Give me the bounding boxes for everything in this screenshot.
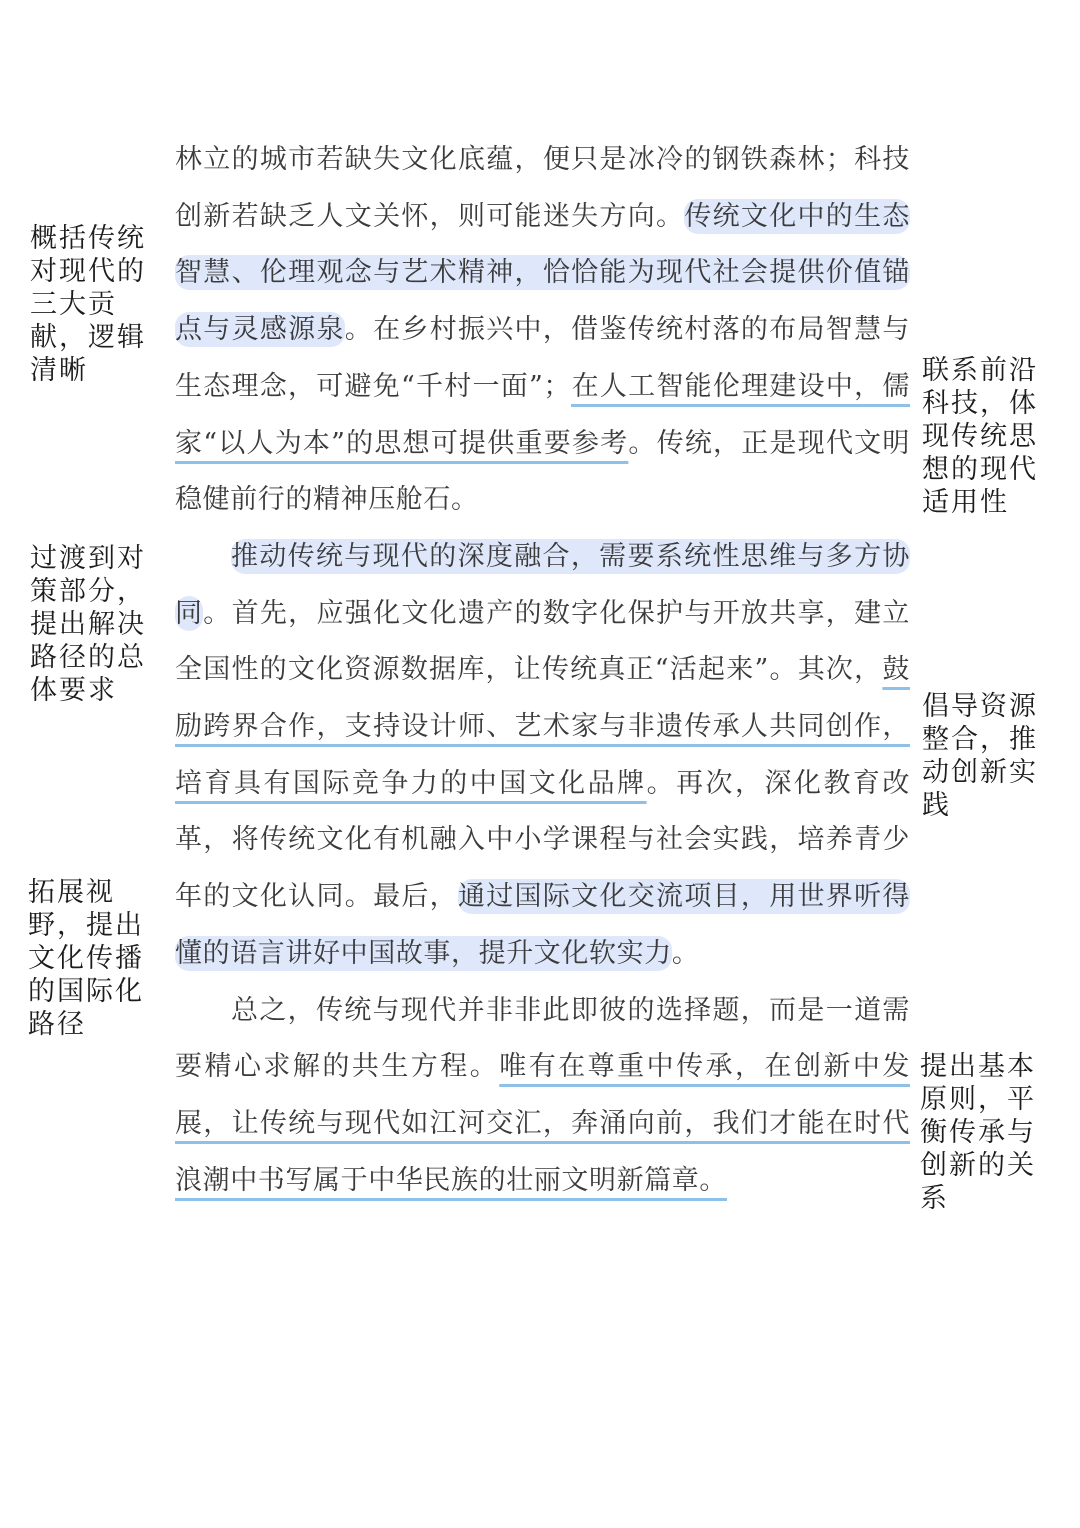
sentence: 。首先，应强化文化遗产的数字化保护与开放共享，建立全国性的文化资源数据库，让传统真正“活起来”。其次， xyxy=(175,597,910,686)
sentence: 。 xyxy=(671,937,700,969)
essay-body xyxy=(175,132,910,1209)
margin-note-left-3: 拓展视野，提出文化传播的国际化路径 xyxy=(28,877,144,1040)
margin-note-right-3: 提出基本原则，平衡传承与创新的关系 xyxy=(920,1051,1036,1214)
essay-paragraph-1 xyxy=(175,132,910,529)
margin-note-left-1: 概括传统对现代的三大贡献，逻辑清晰 xyxy=(30,223,146,386)
essay-paragraph-2 xyxy=(175,529,910,983)
sentence: 。再次，深化教育改革，将传统文化有机融入中小学课程与社会实践，培养青少年的文化认同。最后， xyxy=(175,767,910,913)
sentence: 。传统，正是现代文明稳健前行的精神压舱石。 xyxy=(175,427,910,516)
sentence: 总之，传统与现代并非非此即彼的选择题，而是一道需要精心求解的共生方程。 xyxy=(175,994,910,1083)
essay-paragraph-3 xyxy=(175,983,910,1210)
underlined-sentence: 鼓励跨界合作，支持设计师、艺术家与非遗传承人共同创作，培育具有国际竞争力的中国文化品牌 xyxy=(175,654,910,799)
highlighted-sentence: 通过国际文化交流项目，用世界听得懂的语言讲好中国故事，提升文化软实力 xyxy=(175,881,911,969)
highlighted-sentence: 推动传统与现代的深度融合，需要系统性思维与多方协同 xyxy=(175,540,910,629)
underlined-sentence: 唯有在尊重中传承，在创新中发展，让传统与现代如江河交汇，奔涌向前，我们才能在时代浪潮中书写属于中华民族的壮丽文明新篇章。 xyxy=(175,1051,910,1196)
margin-note-right-2: 倡导资源整合，推动创新实践 xyxy=(922,691,1038,821)
margin-note-left-2: 过渡到对策部分，提出解决路径的总体要求 xyxy=(30,543,146,706)
margin-note-right-1: 联系前沿科技，体现传统思想的现代适用性 xyxy=(922,355,1038,518)
underlined-sentence: 在人工智能伦理建设中，儒家“以人为本”的思想可提供重要参考 xyxy=(175,370,911,459)
highlighted-sentence: 传统文化中的生态智慧、伦理观念与艺术精神，恰恰能为现代社会提供价值锚点与灵感源泉 xyxy=(175,200,910,346)
sentence: 。在乡村振兴中，借鉴传统村落的布局智慧与生态理念，可避免“千村一面”； xyxy=(175,314,910,402)
sentence: 林立的城市若缺失文化底蕴，便只是冰冷的钢铁森林；科技创新若缺乏人文关怀，则可能迷失方向。 xyxy=(175,144,910,232)
